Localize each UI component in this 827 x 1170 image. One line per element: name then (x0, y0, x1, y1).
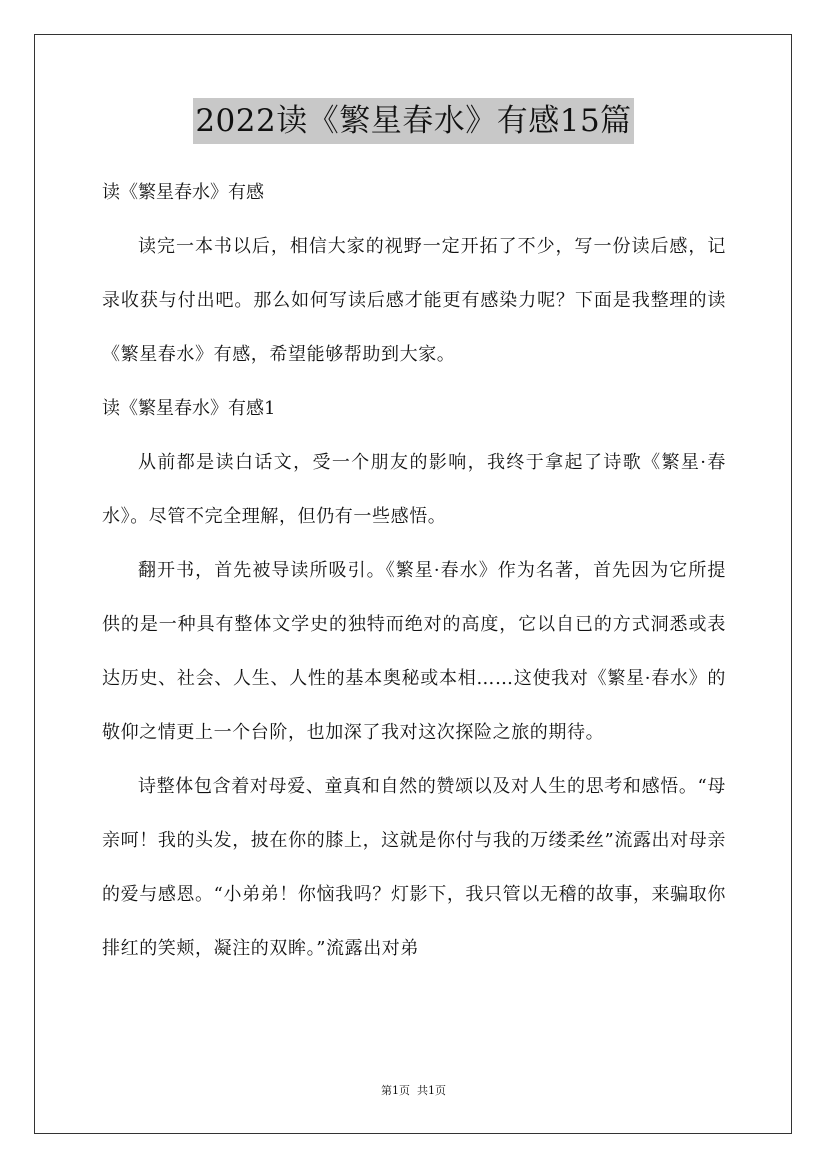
body-paragraph: 从前都是读白话文，受一个朋友的影响，我终于拿起了诗歌《繁星·春水》。尽管不完全理解，但仍有一些感悟。 (102, 452, 726, 527)
essay-heading: 读《繁星春水》有感1 (102, 398, 276, 419)
body-paragraph: 翻开书，首先被导读所吸引。《繁星·春水》作为名著，首先因为它所提供的是一种具有整体文学史的独特而绝对的高度，它以自已的方式洞悉或表达历史、社会、人生、人性的基本奥秘或本相……这使我对《繁星·春水》的敬仰之情更上一个台阶，也加深了我对这次探险之旅的期待。 (102, 560, 726, 743)
intro-paragraph: 读完一本书以后，相信大家的视野一定开拓了不少，写一份读后感，记录收获与付出吧。那么如何写读后感才能更有感染力呢？下面是我整理的读《繁星春水》有感，希望能够帮助到大家。 (102, 236, 726, 365)
page-footer: 第1页 共1页 (381, 1084, 446, 1097)
section-heading: 读《繁星春水》有感 (102, 182, 264, 203)
document-title-wrapper (0, 98, 827, 144)
body-paragraph: 诗整体包含着对母爱、童真和自然的赞颂以及对人生的思考和感悟。“母亲呵！我的头发，披在你的膝上，这就是你付与我的万缕柔丝”流露出对母亲的爱与感恩。“小弟弟！你恼我吗？灯影下，我只管以无稽的故事，来骗取你排红的笑颊，凝注的双眸。”流露出对弟 (102, 776, 726, 959)
document-body (102, 166, 726, 976)
document-title: 2022读《繁星春水》有感15篇 (193, 98, 633, 144)
